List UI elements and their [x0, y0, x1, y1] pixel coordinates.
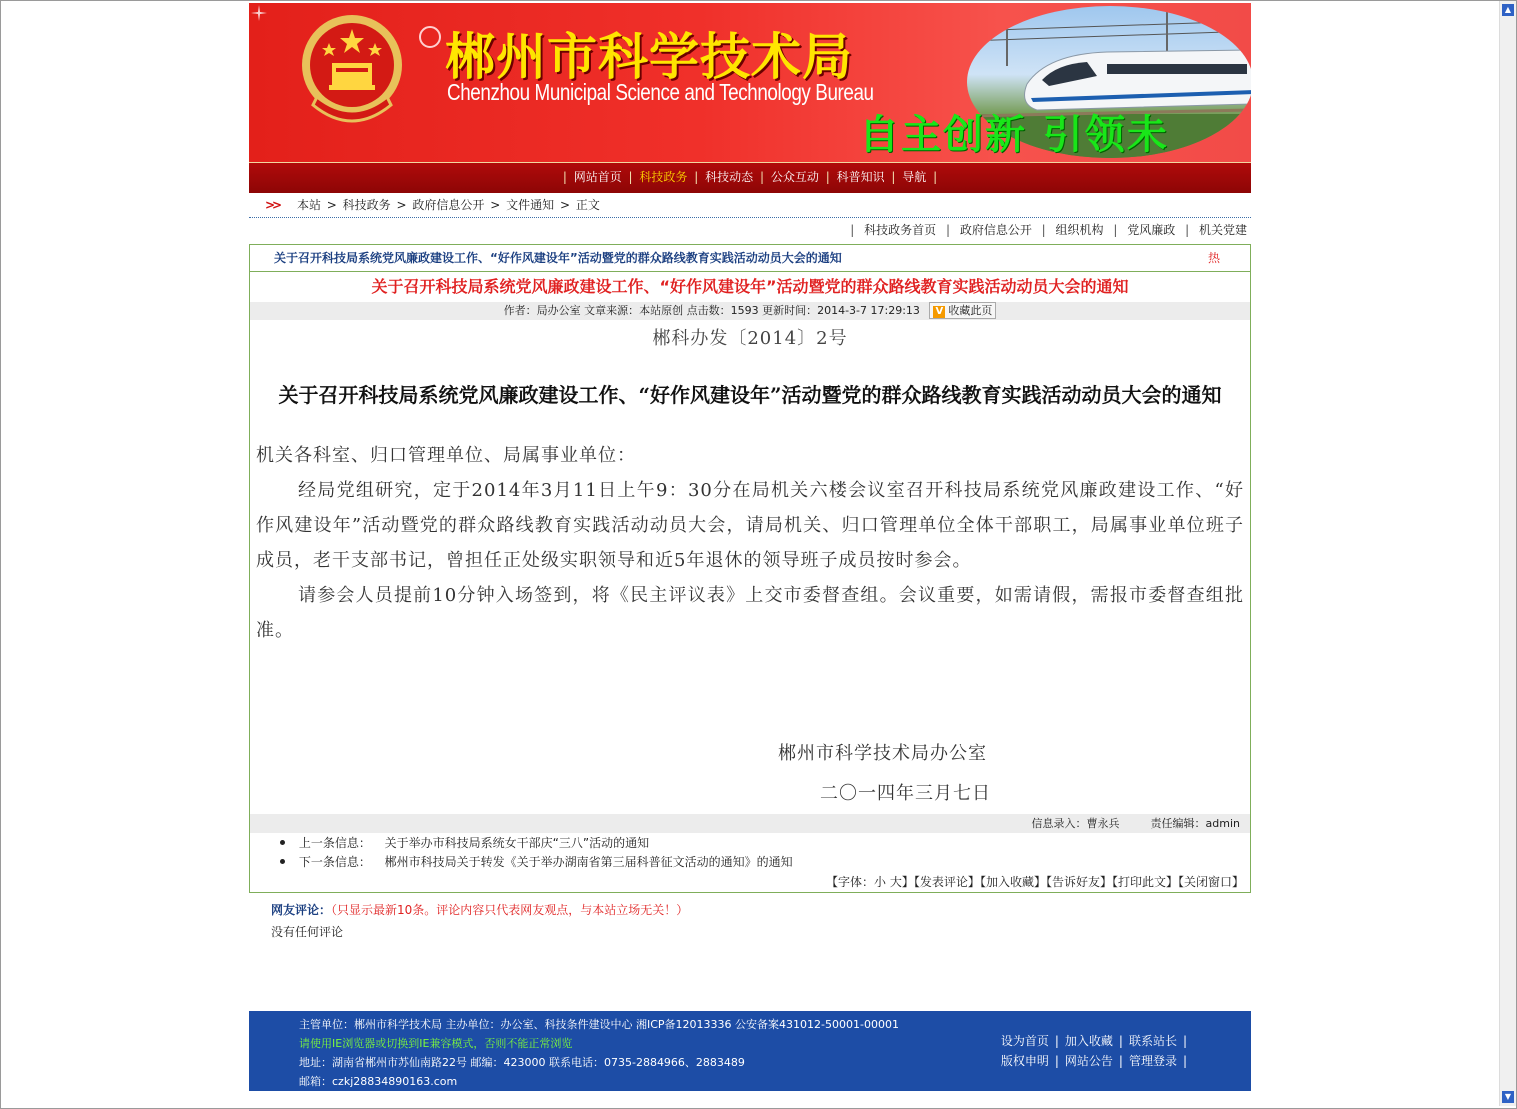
next-article-link[interactable]: 郴州市科技局关于转发《关于举办湖南省第三届科普征文活动的通知》的通知 [384, 855, 793, 869]
document-title: 关于召开科技局系统党风廉政建设工作、“好作风建设年”活动暨党的群众路线教育实践活动动员大会的通知 [278, 383, 1222, 407]
prev-next-list [250, 834, 1250, 872]
set-homepage-link[interactable]: 设为首页 [1000, 1034, 1049, 1048]
chevron-right-icon: > [559, 198, 571, 212]
breadcrumb-sci-gov[interactable]: 科技政务 [342, 198, 391, 212]
article-header-bar [250, 245, 1250, 272]
bullet-icon [280, 840, 285, 845]
document-number: 郴科办发〔2014〕2号 [652, 328, 848, 349]
font-large-button[interactable]: 大 [889, 875, 902, 889]
post-comment-button[interactable]: 【发表评论】 [913, 875, 980, 889]
meta-author: 作者：局办公室 [503, 304, 581, 317]
breadcrumb-gov-info[interactable]: 政府信息公开 [412, 198, 485, 212]
article-box [249, 244, 1251, 893]
font-small-button[interactable]: 小 [874, 875, 887, 889]
chevron-right-icon: > [396, 198, 407, 212]
comments-label: 网友评论： [271, 903, 332, 917]
bullet-icon [280, 859, 285, 864]
favorite-icon: V [933, 306, 945, 318]
footer-email: 邮箱：czkj28834890163.com [299, 1075, 458, 1088]
comments-section [249, 899, 1251, 943]
slogan-text: 自主创新 引领未 [859, 112, 1169, 158]
subnav-sci-gov-home[interactable]: 科技政务首页 [864, 223, 937, 237]
prev-article-link[interactable]: 关于举办市科技局系统女干部庆“三八”活动的通知 [384, 836, 650, 850]
breadcrumb-site[interactable]: 本站 [296, 198, 321, 212]
vertical-scrollbar[interactable] [1499, 1, 1516, 1106]
tell-friend-button[interactable]: 【告诉好友】 [1045, 875, 1112, 889]
prev-label: 上一条信息： [298, 836, 371, 850]
subnav-party-integrity[interactable]: 党风廉政 [1127, 223, 1176, 237]
close-window-button[interactable]: 【关闭窗口】 [1177, 875, 1244, 889]
article-tools [250, 872, 1250, 892]
salutation: 机关各科室、归口管理单位、局属事业单位： [256, 445, 636, 466]
nav-public-interaction[interactable]: 公众互动 [770, 170, 819, 184]
recorder-bar [250, 814, 1250, 833]
subnav-party-building[interactable]: 机关党建 [1198, 223, 1247, 237]
body-paragraph-2: 请参会人员提前10分钟入场签到，将《民主评议表》上交市委督查组。会议重要，如需请假，需报市委督查组批准。 [256, 585, 1244, 641]
sparkle-icon [251, 5, 267, 21]
font-size-prefix: 【字体： [826, 875, 875, 889]
nav-home[interactable]: 网站首页 [573, 170, 622, 184]
breadcrumb [249, 193, 1251, 218]
main-nav: | 网站首页 | 科技政务 | 科技动态 | 公众互动 | 科普知识 | 导航 | [249, 162, 1251, 193]
article-title: 关于召开科技局系统党风廉政建设工作、“好作风建设年”活动暨党的群众路线教育实践活动动员大会的通知 [371, 277, 1129, 296]
list-item [280, 834, 1250, 853]
admin-login-link[interactable]: 管理登录 [1128, 1054, 1177, 1068]
site-announcement-link[interactable]: 网站公告 [1064, 1054, 1113, 1068]
national-emblem-icon [299, 13, 405, 133]
site-title-cn: 郴州市科学技术局 [445, 28, 853, 86]
meta-clicks: 点击数：1593 [686, 304, 759, 317]
comments-empty: 没有任何评论 [271, 925, 344, 939]
comments-note: （只显示最新10条。评论内容只代表网友观点，与本站立场无关！） [331, 903, 689, 917]
meta-source: 文章来源：本站原创 [584, 304, 684, 317]
subnav-gov-info[interactable]: 政府信息公开 [959, 223, 1032, 237]
double-chevron-icon: >> [265, 198, 280, 212]
signature-date: 二〇一四年三月七日 [820, 783, 991, 804]
font-size-suffix: 】 [901, 875, 914, 889]
meta-updated: 更新时间：2014-3-7 17:29:13 [762, 304, 920, 317]
editor-name: 责任编辑：admin [1150, 817, 1240, 830]
article-meta [250, 302, 1250, 320]
breadcrumb-file-notice[interactable]: 文件通知 [506, 198, 555, 212]
scroll-up-arrow-icon[interactable]: ▲ [1502, 4, 1514, 16]
favorite-page-label: 收藏此页 [948, 304, 993, 317]
nav-sci-news[interactable]: 科技动态 [705, 170, 754, 184]
scroll-down-arrow-icon[interactable]: ▼ [1502, 1091, 1514, 1103]
favorite-page-button[interactable] [929, 302, 996, 319]
chevron-right-icon: > [490, 198, 501, 212]
site-banner [249, 3, 1251, 162]
footer-browser-warning: 请使用IE浏览器或切换到IE兼容模式，否则不能正常浏览 [299, 1037, 573, 1050]
nav-sci-gov[interactable]: 科技政务 [639, 170, 688, 184]
sub-nav: | 科技政务首页 | 政府信息公开 | 组织机构 | 党风廉政 | 机关党建 [850, 223, 1247, 237]
nav-navigation[interactable]: 导航 [902, 170, 927, 184]
site-footer: 主管单位：郴州市科学技术局 主办单位：办公室、科技条件建设中心 湘ICP备12013336 公安备案431012-50001-00001 请使用IE浏览器或切换到IE兼容模式，否则不能正常浏览 地址：湖南省郴州市苏仙南路22号 邮编：423000 联系电话：0735-2884966、2883489 邮箱：czkj28834890163.com 设为首页 | 加入收藏 | 联系站长 | 版权申明 | 网站公告 | 管理登录 | [249, 1011, 1251, 1091]
ring-icon [419, 26, 441, 48]
nav-sci-knowledge[interactable]: 科普知识 [836, 170, 885, 184]
page-container [249, 3, 1251, 943]
footer-sponsor: 主管单位：郴州市科学技术局 主办单位：办公室、科技条件建设中心 湘ICP备12013336 公安备案431012-50001-00001 [299, 1018, 899, 1031]
article-header-title: 关于召开科技局系统党风廉政建设工作、“好作风建设年”活动暨党的群众路线教育实践活动动员大会的通知 [274, 251, 842, 265]
add-favorite-link[interactable]: 加入收藏 [1064, 1034, 1113, 1048]
recorder-name: 信息录入：曹永兵 [1031, 817, 1120, 830]
site-title-en: Chenzhou Municipal Science and Technology Bureau [447, 79, 874, 105]
hot-badge: 热 [1207, 251, 1220, 265]
copyright-link[interactable]: 版权申明 [1000, 1054, 1049, 1068]
breadcrumb-current: 正文 [575, 198, 600, 212]
signature-org: 郴州市科学技术局办公室 [778, 743, 987, 764]
footer-address: 地址：湖南省郴州市苏仙南路22号 邮编：423000 联系电话：0735-2884966、2883489 [299, 1056, 745, 1069]
list-item [280, 853, 1250, 872]
next-label: 下一条信息： [298, 855, 371, 869]
print-button[interactable]: 【打印此文】 [1111, 875, 1178, 889]
article-body [256, 438, 1244, 648]
body-paragraph-1: 经局党组研究，定于2014年3月11日上午9：30分在局机关六楼会议室召开科技局系统党风廉政建设工作、“好作风建设年”活动暨党的群众路线教育实践活动动员大会，请局机关、归口管理单位全体干部职工，局属事业单位班子成员，老干支部书记，曾担任正处级实职领导和近5年退休的领导班子成员按时参会。 [256, 480, 1244, 571]
subnav-organization[interactable]: 组织机构 [1055, 223, 1104, 237]
chevron-right-icon: > [326, 198, 337, 212]
add-favorite-button[interactable]: 【加入收藏】 [979, 875, 1046, 889]
contact-admin-link[interactable]: 联系站长 [1128, 1034, 1177, 1048]
